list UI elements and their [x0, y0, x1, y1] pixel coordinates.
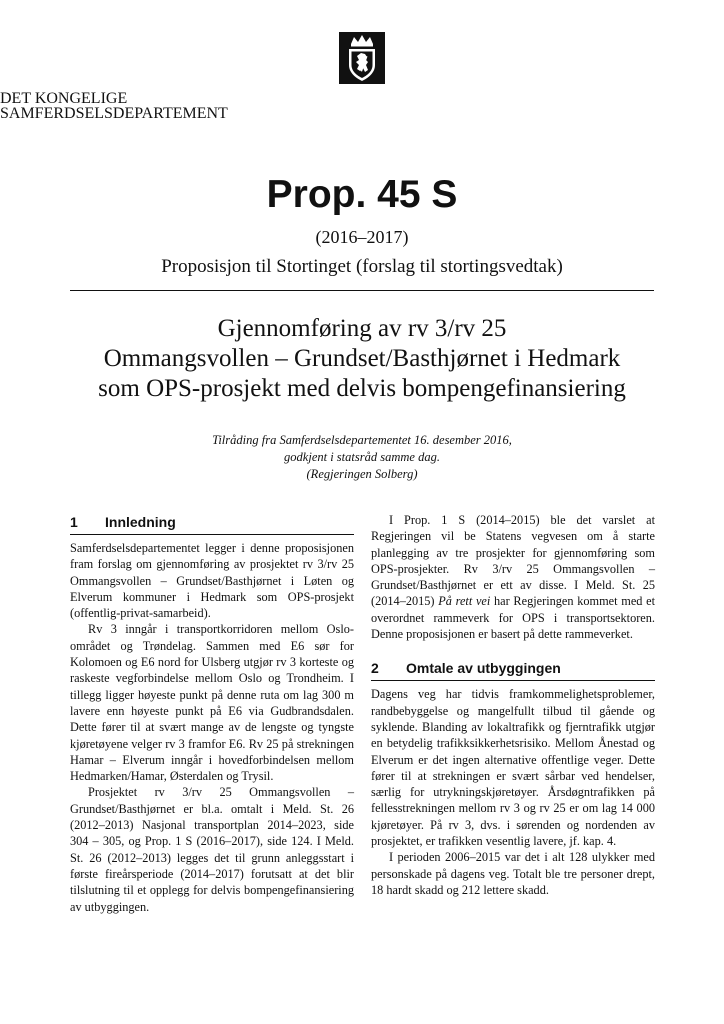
document-title-line2: Ommangsvollen – Grundset/Basthjørnet i Hedmark [103, 345, 621, 372]
document-title-line1: Gjennomføring av rv 3/rv 25 [217, 315, 507, 342]
crest [339, 32, 385, 84]
section-1-heading [70, 512, 354, 535]
divider [70, 290, 654, 291]
section-2-paragraph-2: I perioden 2006–2015 var det i alt 128 ulykker med personskade på dagens veg. Totalt ble tre personer drept, 18 hardt skadd og 212 lettere skadd. [371, 850, 655, 897]
section-1-paragraph-4 [371, 512, 655, 642]
publication-title: På rett vei [438, 594, 491, 609]
section-1-paragraph-2: Rv 3 inngår i transportkorridoren mellom Oslo-området og Trøndelag. Sammen med E6 sør for Kolomoen og E6 nord for Ulsberg utgjør rv 3 korteste og raskeste vegforbindelse mellom Oslo og Trondheim. I tillegg ligger høyeste punkt på denne ruta om lag 300 m lavere enn høyeste punkt på E6 via Gudbrandsdalen. Dette fører til at svært mange av de lengste og tyngste kjøretøyene velger rv 3 framfor E6. Rv 25 på strekningen Hamar – Elverum inngår i hovedforbindelsen mellom Hedmarken/Hamar, Østerdalen og Trysil. [70, 622, 354, 784]
paragraph-4-text-a: I Prop. 1 S (2014–2015) ble det varslet at Regjeringen vil be Statens vegvesen om å starte planlegging av tre prosjekter for gjennomføring som OPS-prosjekter. Rv 3/rv 25 Ommangsvollen – Grundset/Basthjørnet er ett av disse. I Meld. St. 25 (2014–2015) [371, 513, 655, 609]
ministry-line1-text: DET KONGELIGE [0, 90, 128, 107]
document-subtitle: Proposisjon til Stortinget (forslag til stortingsvedtak) [161, 256, 563, 277]
left-column [70, 512, 354, 915]
section-2-paragraph-1: Dagens veg har tidvis framkommelighetsproblemer, randbebyggelse og mangelfullt tilbud til gående og syklende. Blanding av lokaltrafikk og fjerntrafikk utgjør en betydelig trafikksikkerhetsrisiko. Mellom Ånestad og Elverum er det ingen alternative offentlige veger. Dette fører til at strekningen er svært sårbar ved hendelser, særlig for utrykningskjøretøyer. Årsdøgntrafikken på fellesstrekningen mellom rv 3 og rv 25 er om lag 14 000 kjøretøyer. På rv 3, dvs. i sørenden og nordenden av prosjektet, er trafikken vesentlig lavere, jf. kap. 4. [371, 687, 655, 849]
section-2-number: 2 [371, 660, 379, 677]
section-2-heading [371, 658, 655, 681]
section-2-title: Omtale av utbyggingen [406, 660, 561, 677]
spacer [371, 642, 655, 658]
norwegian-coat-of-arms-icon [339, 32, 385, 84]
section-1-paragraph-3: Prosjektet rv 3/rv 25 Ommangsvollen – Grundset/Basthjørnet er bl.a. omtalt i Meld. St. 26 (2012–2013) Nasjonal transportplan 2014–2023, side 304 – 305, og Prop. 1 S (2016–2017), side 124. I Meld. St. 26 (2012–2013) legges det til grunn anleggsstart i første fireårsperiode (2014–2017) forutsatt at det blir tilslutning til et opplegg for delvis bompengefinansiering av utbyggingen. [70, 785, 354, 914]
section-1-number: 1 [70, 514, 78, 530]
session-years: (2016–2017) [315, 227, 409, 247]
ministry-name-line2 [0, 105, 228, 123]
paragraph-4-text-b: har Regjeringen kommet med et overordnet rammeverk for OPS i transportsektoren. Denne proposisjonen er basert på dette rammeverket. [371, 594, 656, 642]
recommendation-line3: (Regjeringen Solberg) [306, 467, 418, 481]
prop-number: Prop. 45 S [266, 173, 458, 216]
section-1-title: Innledning [105, 514, 176, 530]
document-title-line3: som OPS-prosjekt med delvis bompengefinansiering [98, 375, 626, 402]
section-1-paragraph-1: Samferdselsdepartementet legger i denne proposisjonen fram forslag om gjennomføring av prosjektet rv 3/rv 25 Ommangsvollen – Grundset/Basthjørnet i Løten og Elverum kommuner i Hedmark som OPS-prosjekt (offentlig-privat-samarbeid). [70, 541, 354, 621]
recommendation-line1: Tilråding fra Samferdselsdepartementet 16. desember 2016, [212, 433, 512, 447]
recommendation-line2: godkjent i statsråd samme dag. [284, 450, 440, 464]
ministry-line2-text: SAMFERDSELSDEPARTEMENT [0, 105, 228, 122]
right-column [371, 512, 655, 898]
